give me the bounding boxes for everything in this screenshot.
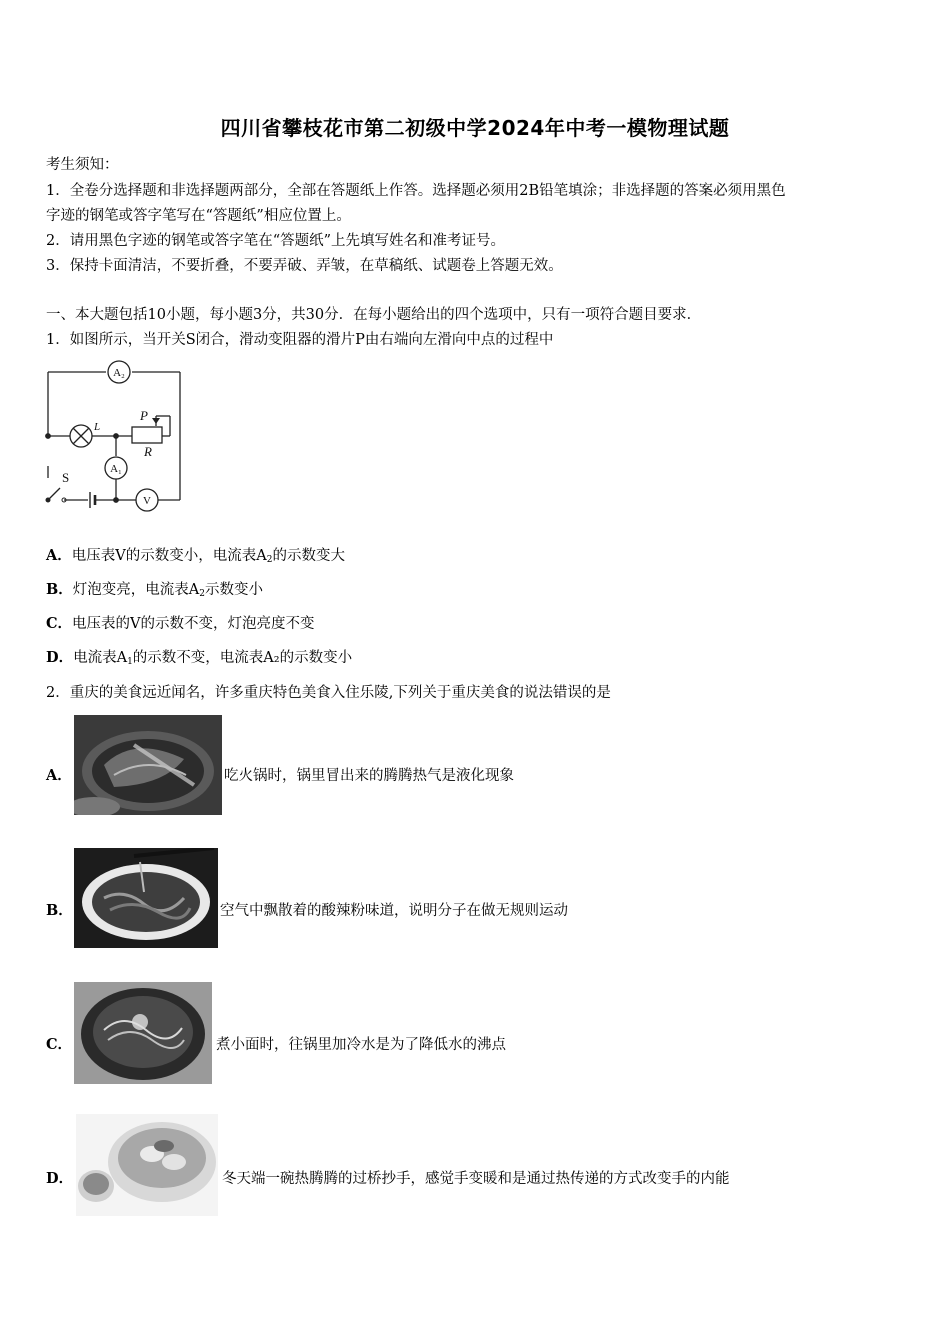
notice-heading: 考生须知： xyxy=(46,157,119,173)
hotpot-photo xyxy=(74,715,222,815)
wonton-photo xyxy=(76,1114,218,1216)
q1-option-c: C．电压表的V的示数不变，灯泡亮度不变 xyxy=(46,615,315,632)
q2-option-a-letter: A． xyxy=(46,767,72,784)
slider-label: P xyxy=(140,408,148,423)
q2-option-d-letter: D． xyxy=(46,1170,74,1187)
ammeter-a1-label: A₁ xyxy=(110,463,122,475)
question-1-stem: 1．如图所示，当开关S闭合，滑动变阻器的滑片P由右端向左滑向中点的过程中 xyxy=(46,332,554,348)
section-heading: 一、本大题包括10小题，每小题3分，共30分．在每小题给出的四个选项中，只有一项符合题目要求． xyxy=(46,307,702,323)
q2-option-d-text: 冬天端一碗热腾腾的过桥抄手，感觉手变暖和是通过热传递的方式改变手的内能 xyxy=(222,1171,730,1187)
notice-item-1: 1．全卷分选择题和非选择题两部分，全部在答题纸上作答。选择题必须用2B铅笔填涂；非选择题的答案必须用黑色 xyxy=(46,183,786,199)
q2-option-c-letter: C． xyxy=(46,1036,73,1053)
notice-item-1-cont: 字迹的钢笔或答字笔写在“答题纸”相应位置上。 xyxy=(46,208,351,224)
q2-option-c-text: 煮小面时，往锅里加冷水是为了降低水的沸点 xyxy=(216,1037,506,1053)
voltmeter-label: V xyxy=(143,495,151,507)
ammeter-a2-label: A₂ xyxy=(113,367,125,379)
lamp-label: L xyxy=(94,421,101,433)
q1-option-d: D．电流表$A_1$的示数不变，电流表A₂的示数变小 xyxy=(46,649,353,667)
q1-option-b: B．灯泡变亮，电流表$A_2$示数变小 xyxy=(46,581,263,599)
question-2-stem: 2．重庆的美食远近闻名，许多重庆特色美食入住乐陵,下列关于重庆美食的说法错误的是 xyxy=(46,685,611,701)
q2-option-b-letter: B． xyxy=(46,902,73,919)
noodles-photo xyxy=(74,848,218,948)
switch-label: S xyxy=(62,470,70,485)
q2-option-a-text: 吃火锅时，锅里冒出来的腾腾热气是液化现象 xyxy=(224,768,514,784)
q1-option-a: A．电压表V的示数变小，电流表$A_2$的示数变大 xyxy=(46,547,345,565)
rheostat-icon xyxy=(132,427,162,443)
notice-item-3: 3．保持卡面清洁，不要折叠，不要弄破、弄皱，在草稿纸、试题卷上答题无效。 xyxy=(46,258,563,274)
q2-option-b-text: 空气中飘散着的酸辣粉味道，说明分子在做无规则运动 xyxy=(220,903,568,919)
page-title: 四川省攀枝花市第二初级中学2024年中考一模物理试题 xyxy=(220,116,730,140)
notice-item-2: 2．请用黑色字迹的钢笔或答字笔在“答题纸”上先填写姓名和准考证号。 xyxy=(46,233,506,249)
circuit-diagram xyxy=(44,358,186,514)
rheostat-label: R xyxy=(144,444,152,459)
small-noodles-photo xyxy=(74,982,212,1084)
